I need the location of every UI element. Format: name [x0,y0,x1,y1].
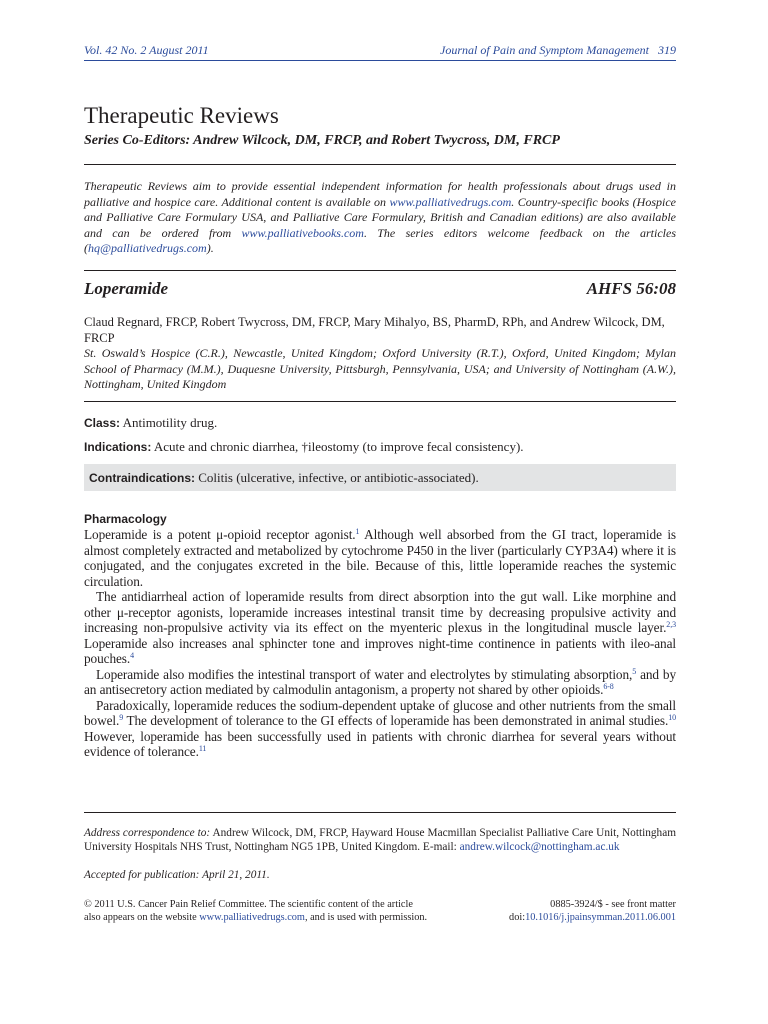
series-editors: Series Co-Editors: Andrew Wilcock, DM, FRCP, and Robert Twycross, DM, FRCP [84,133,560,148]
doi-line [436,912,676,925]
copyright-text: , and is used with permission. [304,911,428,923]
issue-info: Vol. 42 No. 2 August 2011 [84,43,209,57]
paragraph-text: Loperamide also increases anal sphincter tone and improves night-time continence in patients with ileo-anal pouches. [84,635,676,666]
copyright-line [84,912,464,925]
drug-indications [84,439,524,455]
divider [84,401,676,402]
running-head [84,43,676,57]
divider [84,270,676,271]
paragraph [84,589,676,667]
intro-text: Therapeutic Reviews aim to provide essential independent information for health professionals about drugs used in palliative and hospice care. Additional content is available on [84,179,676,209]
contraindications-text: Colitis (ulcerative, infective, or antibiotic-associated). [198,470,479,485]
accepted-date: Accepted for publication: April 21, 2011. [84,869,270,881]
author-affiliations: St. Oswald’s Hospice (C.R.), Newcastle, United Kingdom; Oxford University (R.T.), Oxford, United Kingdom; Mylan School of Pharmacy (M.M.), Duquesne University, Pittsburgh, Pennsylvania, USA; and University of Nottingham (A.W.), Nottingham, United Kingdom [84,346,676,391]
indications-text: Acute and chronic diarrhea, †ileostomy (to improve fecal consistency). [153,439,524,454]
author-list: Claud Regnard, FRCP, Robert Twycross, DM, FRCP, Mary Mihalyo, BS, PharmD, RPh, and Andrew Wilcock, DM, FRCP [84,315,665,345]
paragraph-text: Paradoxically, loperamide reduces the sodium-dependent uptake of glucose and other nutrients from the small bowel. [84,697,676,728]
paragraph-text: and by an antisecretory action mediated by calmodulin antagonism, a property not shared by other opioids. [84,666,676,697]
issn: 0885-3924/$ - see front matter [550,899,676,910]
paragraph [84,698,676,760]
series-intro [84,179,676,257]
paragraph-text: Although well absorbed from the GI tract, loperamide is almost completely extracted and metabolized by cytochrome P450 in the liver (particularly CYP3A4) where it is conjugated, and the conjugates excreted in the bile. Because of this, little loperamide reaches the systemic circulation. [84,527,676,589]
palliativedrugs-link[interactable]: www.palliativedrugs.com [389,194,512,209]
contraindications-label: Contraindications: [89,471,196,485]
correspondence-label: Address correspondence to: [84,827,211,839]
reference-marker[interactable]: 6-8 [603,682,614,691]
copyright-website-link[interactable]: www.palliativedrugs.com [199,911,305,923]
paragraph-text: Loperamide is a potent μ-opioid receptor agonist. [84,527,356,542]
journal-page-info [440,43,676,58]
divider [84,164,676,165]
contraindications-box [84,464,676,491]
feedback-email-link[interactable]: hq@palliativedrugs.com [88,241,207,255]
header-divider [84,60,676,61]
class-label: Class: [84,416,121,430]
pharmacology-body [84,527,676,760]
palliativebooks-link[interactable]: www.palliativebooks.com [241,225,364,240]
intro-text: . The series editors welcome feedback on the articles ( [84,225,677,255]
reference-marker[interactable]: 9 [119,713,124,722]
copyright-line: © 2011 U.S. Cancer Pain Relief Committee. The scientific content of the article [84,899,413,910]
drug-title: Loperamide [84,279,169,298]
copyright-notice [84,899,464,924]
correspondence-note [84,826,676,854]
author-email-link[interactable]: andrew.wilcock@nottingham.ac.uk [459,841,620,853]
page-number: 319 [658,43,676,57]
reference-marker[interactable]: 5 [632,666,637,676]
pharmacology-heading: Pharmacology [84,512,167,526]
reference-marker[interactable]: 4 [130,651,135,660]
publication-info [436,899,676,924]
contraindications [89,470,479,486]
indications-label: Indications: [84,440,152,454]
journal-name: Journal of Pain and Symptom Management [440,43,649,57]
correspondence-text: Andrew Wilcock, DM, FRCP, Hayward House Macmillan Specialist Palliative Care Unit, Nottingham University Hospitals NHS Trust, Nottingham NG5 1PB, United Kingdom. E-mail: [84,827,676,853]
ahfs-code: AHFS 56:08 [586,279,676,298]
section-title: Therapeutic Reviews [84,103,279,128]
paragraph-text: The development of tolerance to the GI effects of loperamide has been demonstrated in animal studies. [123,713,669,728]
footnote-divider [84,812,676,813]
reference-marker[interactable]: 1 [355,527,360,536]
reference-marker[interactable]: 10 [668,713,676,722]
doi-label: doi: [509,911,526,923]
doi-link[interactable]: 10.1016/j.jpainsymman.2011.06.001 [525,911,676,923]
paragraph-text: Loperamide also modifies the intestinal transport of water and electrolytes by stimulating absorption, [96,666,633,682]
paragraph [84,527,676,589]
paragraph-text: However, loperamide has been successfully used in patients with chronic diarrhea for several years without evidence of tolerance. [84,728,676,759]
class-text: Antimotility drug. [122,415,218,430]
intro-text: ). [206,241,214,255]
paragraph [84,667,676,698]
intro-text: . Country-specific books (Hospice and Palliative Care Formulary USA, and Palliative Care Formulary, British and Canadian editions) are also available and can be ordered from [84,194,676,240]
paragraph-text: The antidiarrheal action of loperamide results from direct absorption into the gut wall. Like morphine and other μ-receptor agonists, loperamide increases intestinal transit time by decreasing propulsive activity and increasing non-propulsive activity via its effect on the myenteric plexus in the longitudinal muscle layer. [84,589,676,635]
copyright-text: also appears on the website [84,911,200,923]
reference-marker[interactable]: 2,3 [666,620,676,629]
drug-class [84,415,217,431]
reference-marker[interactable]: 11 [198,744,207,753]
